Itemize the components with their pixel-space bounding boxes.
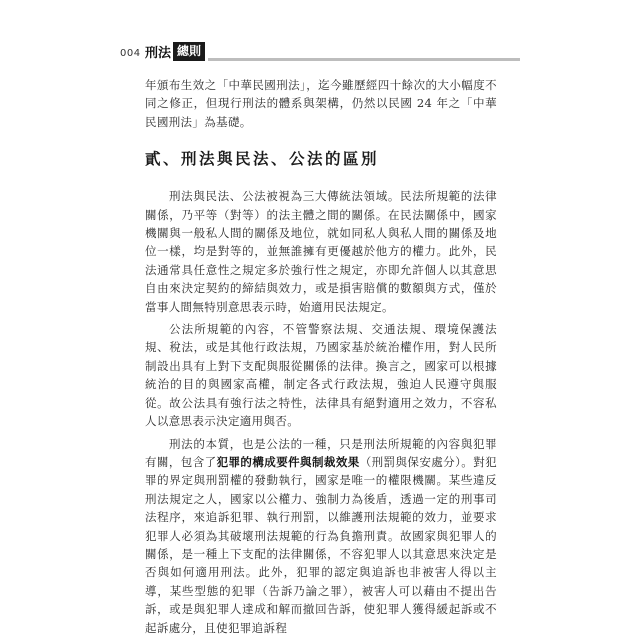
paragraph-criminal-law	[145, 435, 497, 637]
page-content	[145, 76, 497, 637]
emphasis-elements-and-sanctions: 犯罪的構成要件與制裁效果	[216, 454, 360, 469]
paragraph-civil-law: 刑法與民法、公法被視為三大傳統法領域。民法所規範的法律關係，乃平等（對等）的法主體之間的關係。在民法關係中，國家機關與一般私人間的關係及地位，就如同私人與私人間的關係及地位一樣，均是對等的，並無誰擁有更優越於他方的權力。此外，民法通常具任意性之規定多於強行性之規定，亦即允許個人以其意思自由來決定契約的締結與效力，或是損害賠償的數額與方式，僅於當事人間無特別意思表示時，始適用民法規定。	[145, 189, 497, 314]
book-title-part2: 總則	[173, 42, 205, 61]
page-number: 004	[120, 48, 141, 59]
book-title-part1: 刑法	[145, 45, 172, 61]
running-header	[120, 40, 520, 66]
paragraph-criminal-law-text-2: （刑罰與保安處分）。對犯罪的界定與刑罰權的發動執行，國家是唯一的權限機關。某些違反刑法規定之人，國家以公權力、強制力為後盾，透過一定的刑事司法程序，來追訴犯罪、執行刑罰，以維護刑法規範的效力，並要求犯罪人必須為其破壞刑法規範的行為負擔刑責。故國家與犯罪人的關係，是一種上下支配的法律關係，不容犯罪人以其意思來決定是否與如何適用刑法。此外，犯罪的認定與追訴也非被害人得以主導，某些型態的犯罪（告訴乃論之罪），被害人可以藉由不提出告訴，或是與犯罪人達成和解而撤回告訴，使犯罪人獲得緩起訴或不起訴處分，且使犯罪追訴程	[145, 454, 497, 635]
paragraph-public-law: 公法所規範的內容，不管警察法規、交通法規、環境保護法規、稅法，或是其他行政法規，乃國家基於統治權作用，對人民所制設出具有上對下支配與服從關係的法律。換言之，國家可以根據統治的目的與國家高權，制定各式行政法規，強迫人民遵守與服從。故公法具有強行法之特性，法律具有絕對適用之效力，不容私人以意思表示決定適用與否。	[145, 322, 497, 429]
header-rule	[208, 58, 520, 61]
paragraph-criminal-law-text-1: 刑法的本質，也是公法的一種，只是刑法所規範的內容與犯罪有關，包含了	[145, 436, 497, 469]
section-title: 貳、刑法與民法、公法的區別	[145, 150, 380, 169]
book-title-tab	[143, 42, 205, 60]
intro-paragraph: 年頒布生效之「中華民國刑法」，迄今雖歷經四十餘次的大小幅度不同之修正，但現行刑法的體系與架構，仍然以民國 24 年之「中華民國刑法」為基礎。	[145, 78, 497, 129]
